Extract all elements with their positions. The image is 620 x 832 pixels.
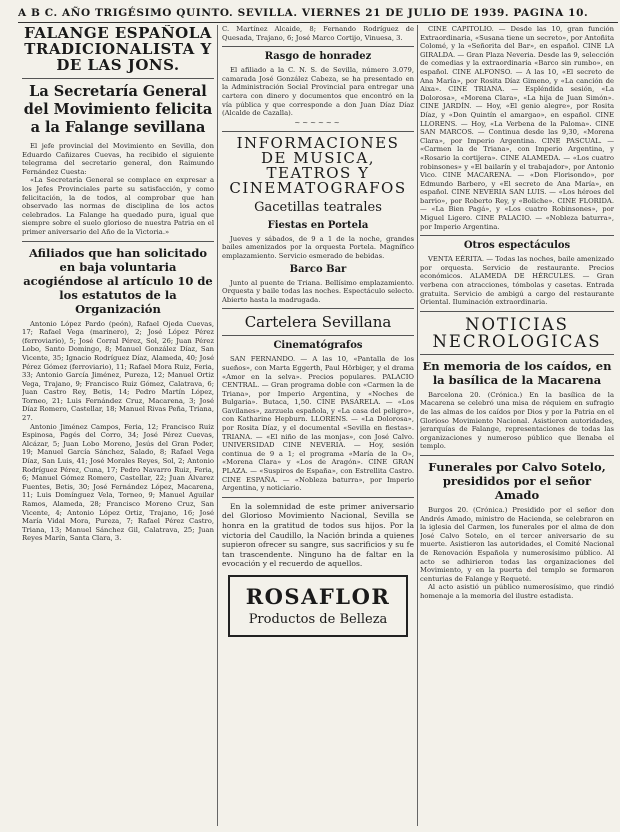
cines-listing: CINE CAPITOLIO. — Desde las 10, gran función Extraordinaria, «Susana tiene un secreto», por Antoñita Colomé, y la «Señorita del Bar», en español. CINE LA GIRALDA. — Gran Plaza Neveria. Desde las 9, selección de comedias y la extraordinaria «Barco sin rumbo», en español. CINE ALFONSO. — A las 10, «El secreto de Ana María», por Rosita Díaz Gimeno, y «La canción de Aixa». CINE TRIANA. — Espléndida sesión, «La Dolorosa», «Morena Clara», «La hija de Juan Simón». CINE JARDÍN. — Hoy, «El genio alegre», por Rosita Díaz, y «Don Quintín el amargao», en español. CINE LLORENS. — Hoy, «La Verbena de la Paloma». CINE SAN MARCOS. — Continua desde las 9,30, «Morena Clara», por Imperio Argentina. CINE PASCUAL. — «Carmen la de Triana», con Imperio Argentina, y «Rosario la cortijera». CINE ALAMEDA. — «Los cuatro robinsones» y «El bailarín y el trabajador», por Antonio Vico. CINE MACARENA. — «Don Florisondo», por Edmundo Barbero, y «El secreto de Ana María», en español. CINE NEVERIA SAN LUIS. — «Los héroes del barrio», por Roberto Rey, y «Boliche». CINE FLORIDA. — «La Bien Pagá», y «Los cuatro Robinsones», por Miguel Ligero. CINE PALACIO. — «Nobleza baturra», por Imperio Argentina. bbox=[420, 25, 614, 231]
divider bbox=[22, 78, 214, 79]
afiliados-paragraph-1: Antonio López Pardo (peón), Rafael Ojeda Cuevas, 17; Rafael Vega (marinero), 2; José López Pérez (ferroviario), 5; José Corral Pérez, Sol, 26; Juan Pérez Lobo, Santo Domingo, 8; Manuel González Díaz, San Vicente, 35; Ignacio Rodríguez Díaz, Alameda, 40; José Pérez Gómez (ferroviario), 11; Rafael Mora Ruiz, Feria, 33; Antonio García Jiménez, Pureza, 12; Manuel Ortiz Vega, Trajano, 9; Francisco Ruiz Gómez, Calatrava, 6; Juan Castro Rey, Betis, 14; Pedro Martín López, Torneo, 21; Luis Fernández Cruz, Macarena, 3; José Díaz Romero, Castellar, 18; Manuel Rivas Peña, Triana, 27. bbox=[22, 319, 214, 423]
fiestas-headline: Fiestas en Portela bbox=[267, 219, 369, 231]
fiestas-paragraph: Jueves y sábados, de 9 a 1 de la noche, grandes bailes amenizados por la orquesta Portela. Magnífico emplazamiento. Servicio esmerado de bebidas. bbox=[222, 234, 414, 260]
calvo-sotelo-headline: Funerales por Calvo Sotelo, presididos por el señor Amado bbox=[428, 459, 606, 502]
divider bbox=[22, 241, 214, 242]
editorial-paragraph: En la solemnidad de este primer aniversario del Glorioso Movimiento Nacional, Sevilla se honra en la gratitud de todos sus hijos. Por la victoria del Caudillo, la Nación brinda a quienes supieron ofrecer su sangre, sus sacrificios y su fe tan trascendente. Ninguno ha de faltar en la evocación y el recuerdo de aquellos. bbox=[222, 501, 414, 569]
gacetillas-headline: Gacetillas teatrales bbox=[254, 199, 382, 215]
column-rule-2 bbox=[417, 25, 418, 826]
column-3 bbox=[420, 25, 614, 828]
continuation-paragraph: C. Martínez Alcaide, 8; Fernando Rodríguez de Quesada, Trajano, 6; José Marco Cortijo, Vinuesa, 3. bbox=[222, 25, 414, 42]
page-header: A B C. AÑO TRIGÉSIMO QUINTO. SEVILLA. VIERNES 21 DE JULIO DE 1939. PAGINA 10. bbox=[18, 4, 618, 23]
secretaria-paragraph-2: «La Secretaría General se complace en expresar a los Jefes Provinciales parte su satisfacción, y como felicitación, la de todos, al comprobar que han observado las normas de disciplina de los actos celebrados. La Falange ha quedado pura, igual que siempre sobre el suelo glorioso de nuestra Patria en el primer aniversario del Año de la Victoria.» bbox=[22, 176, 214, 236]
afiliados-paragraph-2: Antonio Jiménez Campos, Feria, 12; Francisco Ruiz Espinosa, Pagés del Corro, 34; José Pérez Cuevas, Alcázar, 5; Juan Lobo Moreno, Jesús del Gran Poder, 19; Manuel García Sánchez, Salado, 8; Rafael Vega Díaz, San Luis, 41; José Morales Reyes, Sol, 2; Antonio Rodríguez Pérez, Cuna, 17; Pedro Navarro Ruiz, Feria, 6; Manuel Gómez Romero, Castellar, 22; Juan Álvarez Fuentes, Betis, 30; José Fernández López, Macarena, 11; Luis Domínguez Vela, Torneo, 9; Manuel Aguilar Ramos, Alameda, 28; Francisco Moreno Cruz, San Vicente, 4; Antonio López Ortiz, Trajano, 16; José María Vidal Mora, Pureza, 7; Rafael Pérez Castro, Triana, 13; Manuel Sánchez Gil, Calatrava, 25; Juan Reyes Marín, Santa Clara, 3. bbox=[22, 422, 214, 543]
divider bbox=[420, 354, 614, 355]
divider bbox=[420, 311, 614, 312]
ornament-divider: ~~~~~~ bbox=[294, 118, 342, 127]
macarena-paragraph: Barcelona 20. (Crónica.) En la basílica de la Macarena se celebró una misa de réquiem en sufragio de las almas de los caídos por Dios y por la Patria en el Glorioso Movimiento Nacional. Asistieron autoridades, jerarquías de Falange, representaciones de todas las organizaciones y numeroso público que llenaba el templo. bbox=[420, 390, 614, 451]
divider bbox=[222, 46, 414, 47]
calvo-sotelo-paragraph: Burgos 20. (Crónica.) Presidido por el señor don Andrés Amado, ministro de Hacienda, se celebraron en la iglesia del Carmen, los funerales por el alma de don José Calvo Sotelo, en el tercer aniversario de su muerte. Asistieron las autoridades, el Comité Nacional de Renovación Española y numerosísimo público. Al acto se adhirieron todas las organizaciones del Movimiento, y en la puerta del templo se formaron centurias de Falange y Requeté. bbox=[420, 505, 614, 583]
informaciones-headline: INFORMACIONES DE MUSICA, TEATROS Y CINEMATOGRAFOS bbox=[229, 133, 407, 197]
cinematografos-headline: Cinematógrafos bbox=[273, 340, 363, 352]
divider bbox=[420, 235, 614, 236]
ad-brand-name: ROSAFLOR bbox=[245, 583, 391, 609]
secretaria-paragraph-1: El jefe provincial del Movimiento en Sevilla, don Eduardo Cañizares Cuevas, ha recibido el siguiente telegrama del secretario general, don Raimundo Fernández Cuesta: bbox=[22, 142, 214, 176]
rasgo-headline: Rasgo de honradez bbox=[264, 51, 372, 63]
rasgo-paragraph: El afiliado a la C. N. S. de Sevilla, número 3.079, camarada José González Cabeza, se ha presentado en la Administración Social Provincial para entregar una cartera con dinero y documentos que encontró en la vía pública y que corresponde a don Juan Díaz Díaz (Alcalde de Cazalla). bbox=[222, 66, 414, 118]
calvo-sotelo-closing: Al acto asistió un público numerosísimo, que rindió homenaje a la memoria del ilustre estadista. bbox=[420, 583, 614, 600]
divider bbox=[420, 455, 614, 456]
falange-title: FALANGE ESPAÑOLA TRADICIONALISTA Y DE LAS JONS. bbox=[24, 25, 212, 74]
divider bbox=[222, 131, 414, 132]
divider bbox=[222, 335, 414, 336]
macarena-headline: En memoria de los caídos, en la basílica de la Macarena bbox=[422, 358, 612, 387]
barco-bar-headline: Barco Bar bbox=[289, 263, 347, 275]
column-1 bbox=[22, 25, 214, 828]
secretaria-headline: La Secretaría General del Movimiento felicita a la Falange sevillana bbox=[23, 83, 213, 136]
otros-espectaculos-headline: Otros espectáculos bbox=[463, 240, 571, 252]
noticias-necrologicas-headline: NOTICIAS NECROLOGICAS bbox=[432, 314, 602, 351]
divider bbox=[222, 497, 414, 498]
column-rule-1 bbox=[217, 25, 218, 826]
otros-espectaculos-paragraph: VENTA EÉRITA. — Todas las noches, baile amenizado por orquesta. Servicio de restaurante. Precios económicos. ALAMEDA DE HÉRCULES. — Gran verbena con atracciones, tómbolas y casetas. Entrada gratuita. Servicio de ambigú a cargo del restaurante Oriental. Iluminación extraordinaria. bbox=[420, 255, 614, 307]
column-2 bbox=[222, 25, 414, 828]
cinematografos-paragraph: SAN FERNANDO. — A las 10, «Pantalla de los sueños», con Marta Eggerth, Paul Hörbiger, y el drama «Amor en la selva». Precios populares. PALACIO CENTRAL. — Gran programa doble con «Carmen la de Triana», por Imperio Argentina, y «Noches de Bulgaria». Butaca, 1,50. CINE PASARELA. — «Los Gavilanes», zarzuela española, y «La casa del peligro», con Katharine Hepburn. LLORENS. — «La Dolorosa», por Rosita Díaz, y el documental «Sevilla en fiestas». TRIANA. — «El niño de las monjas», con José Calvo. UNIVERSIDAD CINE NEVERIA. — Hoy, sesión continua de 9 a 1; el programa «María de la O», «Morena Clara» y «Los de Aragón». CINE GRAN PLAZA. — «Suspiros de España», con Estrellita Castro. CINE ESPAÑA. — «Nobleza baturra», por Imperio Argentina, y noticiario. bbox=[222, 355, 414, 493]
rosaflor-ad bbox=[228, 575, 408, 637]
ad-subtitle: Productos de Belleza bbox=[248, 611, 388, 627]
barco-bar-paragraph: Junto al puente de Triana. Bellísimo emplazamiento. Orquesta y baile todas las noches. Espectáculo selecto. Abierto hasta la madrugada. bbox=[222, 278, 414, 304]
afiliados-headline: Afiliados que han solicitado en baja voluntaria acogiéndose al artículo 10 de los estatutos de la Organización bbox=[23, 245, 213, 316]
cartelera-headline: Cartelera Sevillana bbox=[244, 313, 392, 332]
divider bbox=[222, 308, 414, 309]
